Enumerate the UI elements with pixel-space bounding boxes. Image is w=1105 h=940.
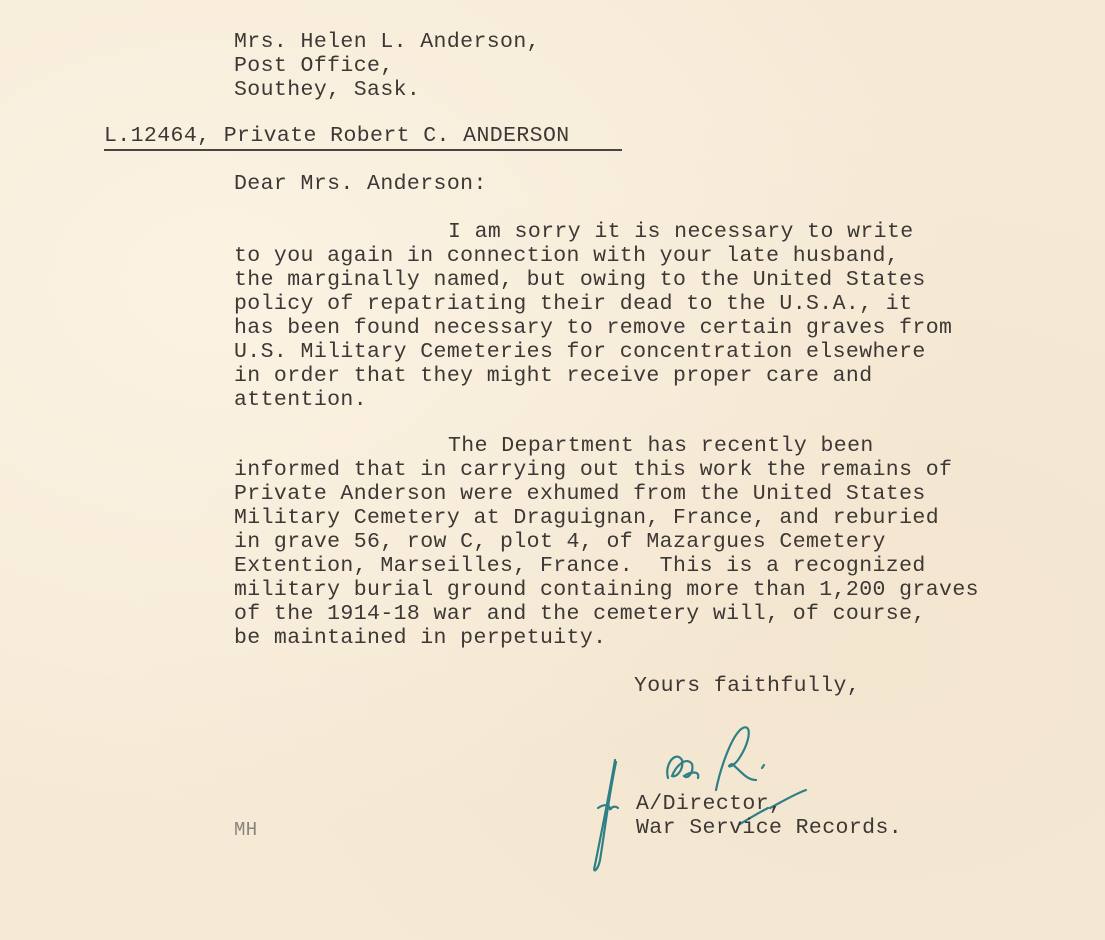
signatory-title: A/Director, — [636, 792, 783, 816]
paragraph-line: informed that in carrying out this work the remains of — [234, 458, 953, 482]
paragraph-line: Military Cemetery at Draguignan, France, and reburied — [234, 506, 940, 530]
paragraph-line: Extention, Marseilles, France. This is a recognized — [234, 554, 926, 578]
paragraph-line: policy of repatriating their dead to the U.S.A., it — [234, 292, 913, 316]
salutation: Dear Mrs. Anderson: — [234, 172, 487, 196]
paragraph-line: be maintained in perpetuity. — [234, 626, 607, 650]
paragraph-line: Private Anderson were exhumed from the United States — [234, 482, 926, 506]
recipient-address-line3: Southey, Sask. — [234, 78, 421, 102]
recipient-address-line2: Post Office, — [234, 54, 394, 78]
paragraph-line: of the 1914-18 war and the cemetery will, of course, — [234, 602, 926, 626]
paragraph-line: military burial ground containing more than 1,200 graves — [234, 578, 979, 602]
paragraph-line: the marginally named, but owing to the United States — [234, 268, 926, 292]
paragraph-line: The Department has recently been — [448, 434, 874, 458]
signatory-office: War Service Records. — [636, 816, 903, 840]
paragraph-line: attention. — [234, 388, 368, 412]
recipient-name: Mrs. Helen L. Anderson, — [234, 30, 540, 54]
paragraph-line: in order that they might receive proper care and — [234, 364, 873, 388]
closing: Yours faithfully, — [634, 674, 861, 698]
paragraph-line: I am sorry it is necessary to write — [448, 220, 914, 244]
paragraph-line: in grave 56, row C, plot 4, of Mazargues Cemetery — [234, 530, 886, 554]
paragraph-line: has been found necessary to remove certain graves from — [234, 316, 953, 340]
reference-line: L.12464, Private Robert C. ANDERSON — [104, 124, 622, 151]
paragraph-line: to you again in connection with your late husband, — [234, 244, 900, 268]
typist-initials: MH — [234, 819, 258, 841]
paragraph-line: U.S. Military Cemeteries for concentration elsewhere — [234, 340, 926, 364]
